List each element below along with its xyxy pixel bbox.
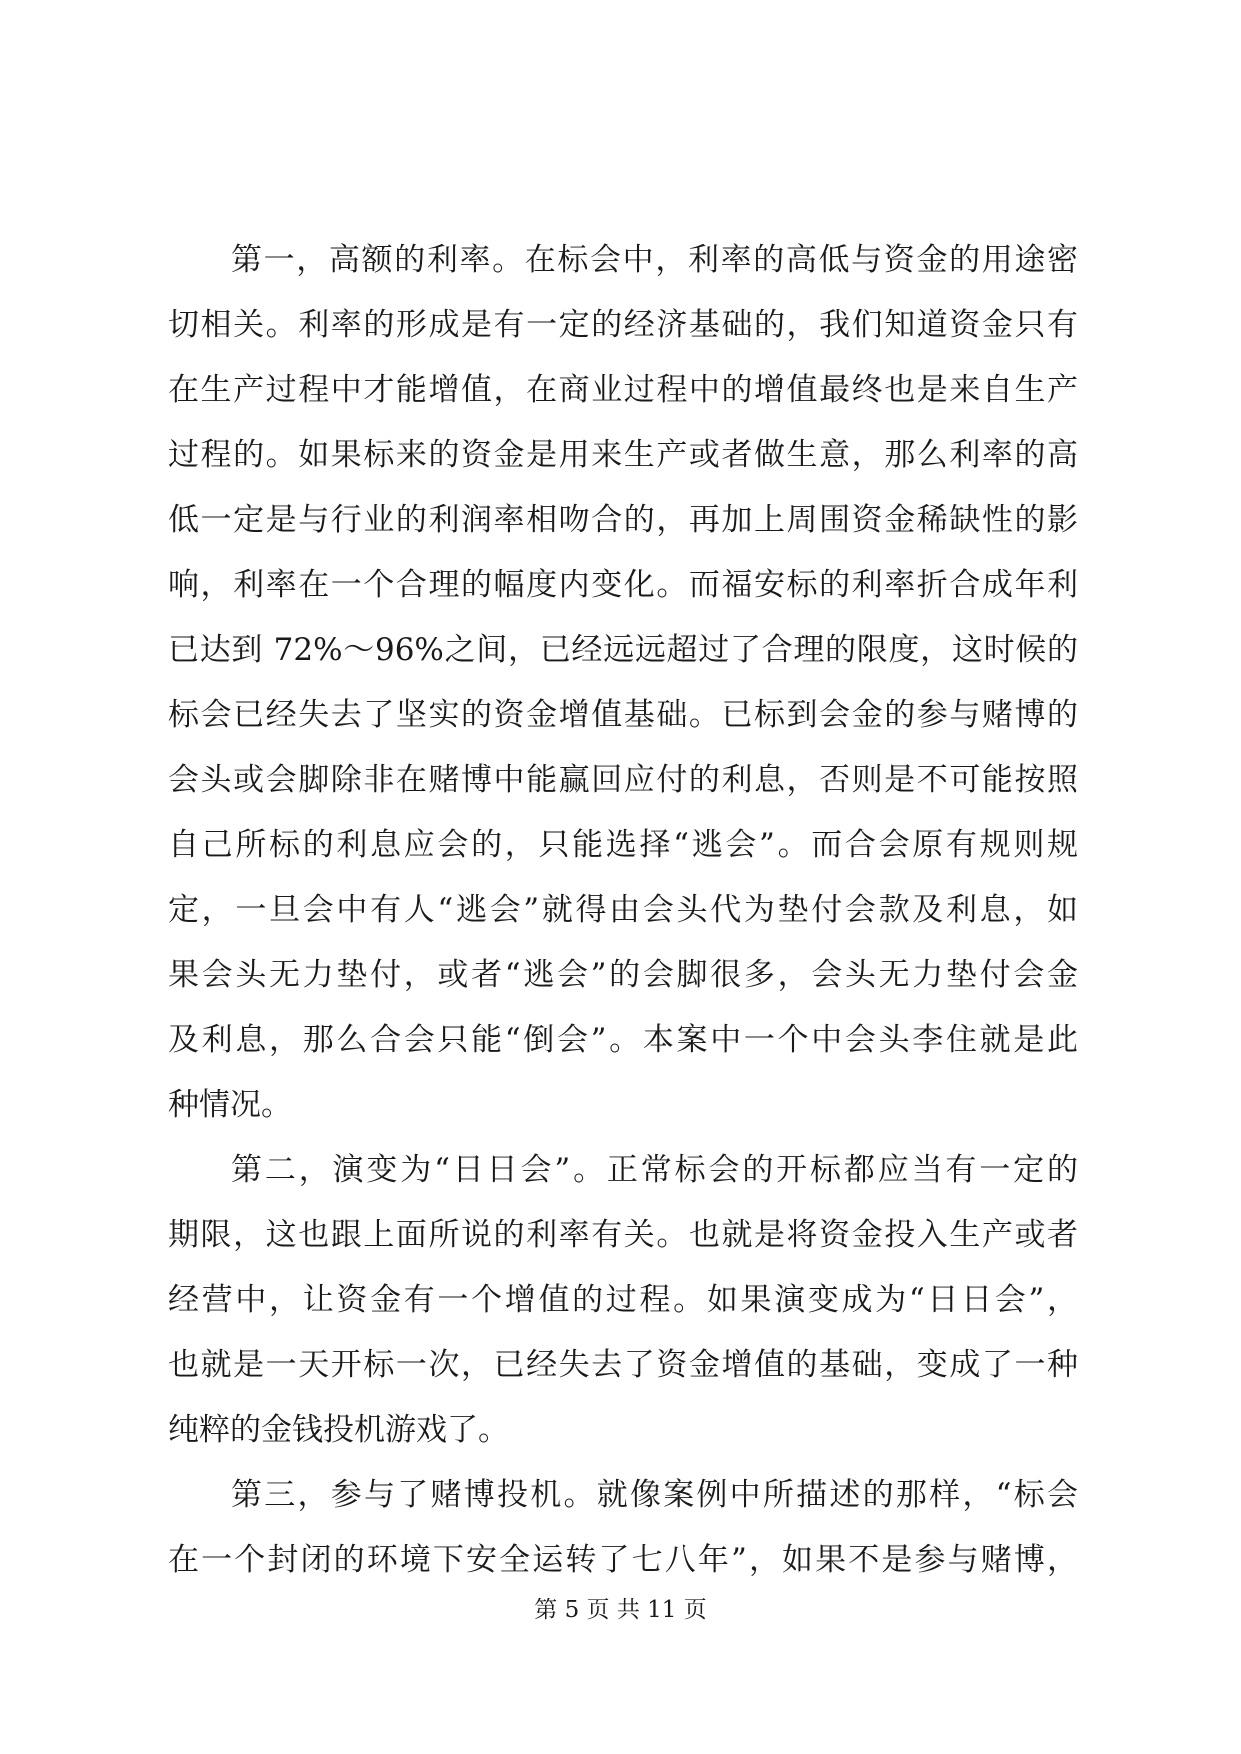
paragraph-2-line-2: 期限，这也跟上面所说的利率有关。也就是将资金投入生产或者 xyxy=(168,1217,1078,1253)
page-footer xyxy=(0,1595,1241,1625)
paragraph-1-line-8: 标会已经失去了坚实的资金增值基础。已标到会金的参与赌博的 xyxy=(168,697,1078,733)
page-number-label: 第 5 页 共 11 页 xyxy=(534,1597,707,1623)
paragraph-1-line-7: 已达到 72%～96%之间，已经远远超过了合理的限度，这时候的 xyxy=(168,632,1078,668)
body-text xyxy=(168,228,1078,1593)
paragraph-1-line-6: 响，利率在一个合理的幅度内变化。而福安标的利率折合成年利 xyxy=(168,567,1078,603)
paragraph-1-line-10: 自己所标的利息应会的，只能选择“逃会”。而合会原有规则规 xyxy=(168,827,1078,863)
paragraph-3-line-2: 在一个封闭的环境下安全运转了七八年”，如果不是参与赌博， xyxy=(168,1542,1078,1578)
paragraph-1-line-13: 及利息，那么合会只能“倒会”。本案中一个中会头李住就是此 xyxy=(168,1022,1078,1058)
paragraph-1-line-2: 切相关。利率的形成是有一定的经济基础的，我们知道资金只有 xyxy=(168,307,1078,343)
paragraph-1-line-14: 种情况。 xyxy=(168,1087,292,1123)
paragraph-2-line-5: 纯粹的金钱投机游戏了。 xyxy=(168,1412,509,1448)
paragraph-3-line-1: 第三，参与了赌博投机。就像案例中所描述的那样，“标会 xyxy=(231,1477,1078,1513)
paragraph-2-line-1: 第二，演变为“日日会”。正常标会的开标都应当有一定的 xyxy=(231,1152,1078,1188)
paragraph-1-line-12: 果会头无力垫付，或者“逃会”的会脚很多，会头无力垫付会金 xyxy=(168,957,1078,993)
paragraph-1-line-3: 在生产过程中才能增值，在商业过程中的增值最终也是来自生产 xyxy=(168,372,1078,408)
paragraph-1-line-1: 第一，高额的利率。在标会中，利率的高低与资金的用途密 xyxy=(231,242,1078,278)
paragraph-2-line-3: 经营中，让资金有一个增值的过程。如果演变成为“日日会”， xyxy=(168,1282,1078,1318)
paragraph-1-line-11: 定，一旦会中有人“逃会”就得由会头代为垫付会款及利息，如 xyxy=(168,892,1078,928)
paragraph-2-line-4: 也就是一天开标一次，已经失去了资金增值的基础，变成了一种 xyxy=(168,1347,1078,1383)
paragraph-1-line-9: 会头或会脚除非在赌博中能赢回应付的利息，否则是不可能按照 xyxy=(168,762,1078,798)
paragraph-1-line-5: 低一定是与行业的利润率相吻合的，再加上周围资金稀缺性的影 xyxy=(168,502,1078,538)
paragraph-1-line-4: 过程的。如果标来的资金是用来生产或者做生意，那么利率的高 xyxy=(168,437,1078,473)
